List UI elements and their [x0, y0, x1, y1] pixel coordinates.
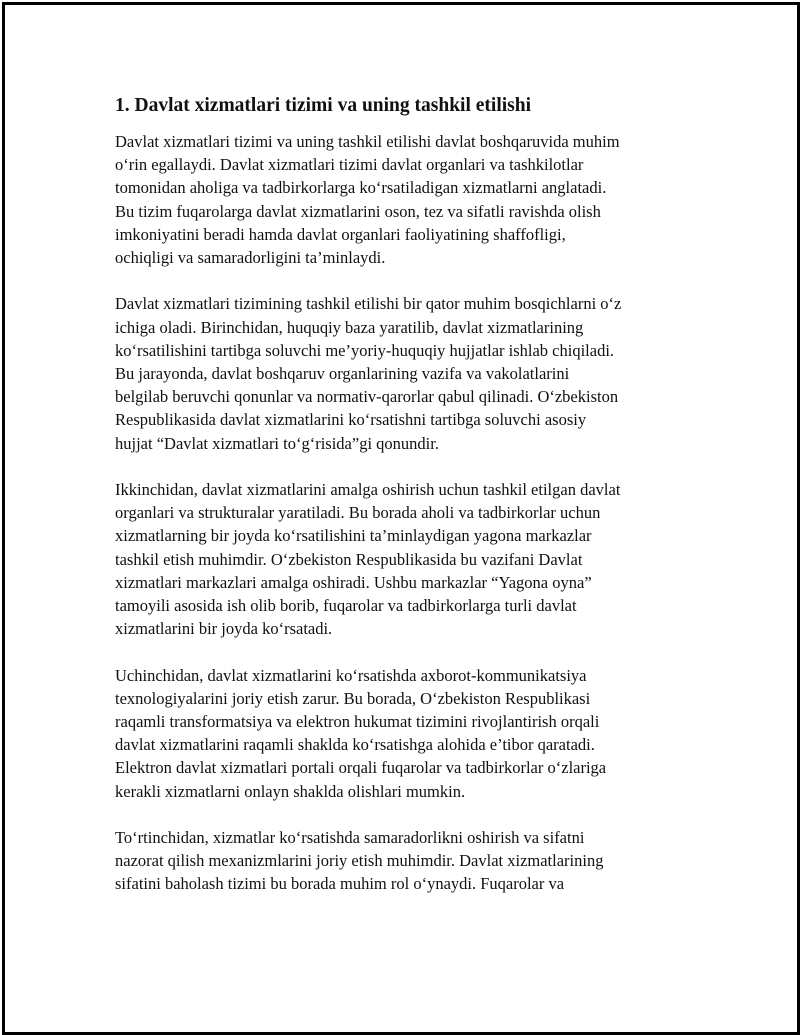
paragraph-5 — [115, 826, 695, 896]
text-line: sifatini baholash tizimi bu borada muhim rol o‘ynaydi. Fuqarolar va — [115, 874, 565, 894]
text-line: xizmatlari markazlari amalga oshiradi. Ushbu markazlar “Yagona oyna” — [115, 572, 592, 592]
text-line: tamoyili asosida ish olib borib, fuqarolar va tadbirkorlarga turli davlat — [115, 596, 577, 616]
text-line: xizmatlarini bir joyda ko‘rsatadi. — [115, 619, 333, 639]
text-line: hujjat “Davlat xizmatlari to‘g‘risida”gi qonundir. — [115, 433, 439, 453]
paragraph-4 — [115, 664, 695, 803]
text-line: Davlat xizmatlari tizimining tashkil etilishi bir qator muhim bosqichlarni o‘z — [115, 294, 622, 314]
text-line: To‘rtinchidan, xizmatlar ko‘rsatishda samaradorlikni oshirish va sifatni — [115, 828, 585, 848]
text-line: Ikkinchidan, davlat xizmatlarini amalga oshirish uchun tashkil etilgan davlat — [115, 480, 621, 500]
text-line: ochiqligi va samaradorligini ta’minlaydi. — [115, 248, 386, 268]
text-line: xizmatlarning bir joyda ko‘rsatilishini ta’minlaydigan yagona markazlar — [115, 526, 592, 546]
paragraph-3 — [115, 478, 695, 640]
text-line: Bu tizim fuqarolarga davlat xizmatlarini oson, tez va sifatli ravishda olish — [115, 201, 601, 221]
text-line: organlari va strukturalar yaratiladi. Bu borada aholi va tadbirkorlar uchun — [115, 503, 601, 523]
text-line: ichiga oladi. Birinchidan, huquqiy baza yaratilib, davlat xizmatlarining — [115, 317, 584, 337]
text-line: Bu jarayonda, davlat boshqaruv organlarining vazifa va vakolatlarini — [115, 364, 570, 384]
text-line: imkoniyatini beradi hamda davlat organlari faoliyatining shaffofligi, — [115, 224, 566, 244]
text-line: belgilab beruvchi qonunlar va normativ-qarorlar qabul qilinadi. O‘zbekiston — [115, 387, 619, 407]
text-line: texnologiyalarini joriy etish zarur. Bu borada, O‘zbekiston Respublikasi — [115, 688, 591, 708]
text-line: Respublikasida davlat xizmatlarini ko‘rsatishni tartibga soluvchi asosiy — [115, 410, 587, 430]
text-line: Davlat xizmatlari tizimi va uning tashkil etilishi davlat boshqaruvida muhim — [115, 132, 620, 151]
text-line: ko‘rsatilishini tartibga soluvchi me’yoriy-huquqiy hujjatlar ishlab chiqiladi. — [115, 340, 615, 360]
text-line: kerakli xizmatlarni onlayn shaklda olishlari mumkin. — [115, 781, 466, 801]
text-line: nazorat qilish mexanizmlarini joriy etish muhimdir. Davlat xizmatlarining — [115, 851, 604, 871]
paragraph-2 — [115, 292, 695, 454]
text-line: Uchinchidan, davlat xizmatlarini ko‘rsatishda axborot-kommunikatsiya — [115, 665, 587, 685]
text-line: tashkil etish muhimdir. O‘zbekiston Respublikasida bu vazifani Davlat — [115, 549, 583, 569]
section-heading: 1. Davlat xizmatlari tizimi va uning tashkil etilishi — [115, 95, 532, 116]
text-line: Elektron davlat xizmatlari portali orqali fuqarolar va tadbirkorlar o‘zlariga — [115, 758, 607, 778]
text-line: davlat xizmatlarini raqamli shaklda ko‘rsatishga alohida e’tibor qaratadi. — [115, 735, 595, 755]
text-line: raqamli transformatsiya va elektron hukumat tizimini rivojlantirish orqali — [115, 712, 600, 732]
paragraph-1 — [115, 130, 695, 269]
document-body — [115, 94, 695, 919]
text-line: tomonidan aholiga va tadbirkorlarga ko‘rsatiladigan xizmatlarni anglatadi. — [115, 178, 607, 198]
text-line: o‘rin egallaydi. Davlat xizmatlari tizimi davlat organlari va tashkilotlar — [115, 155, 584, 175]
